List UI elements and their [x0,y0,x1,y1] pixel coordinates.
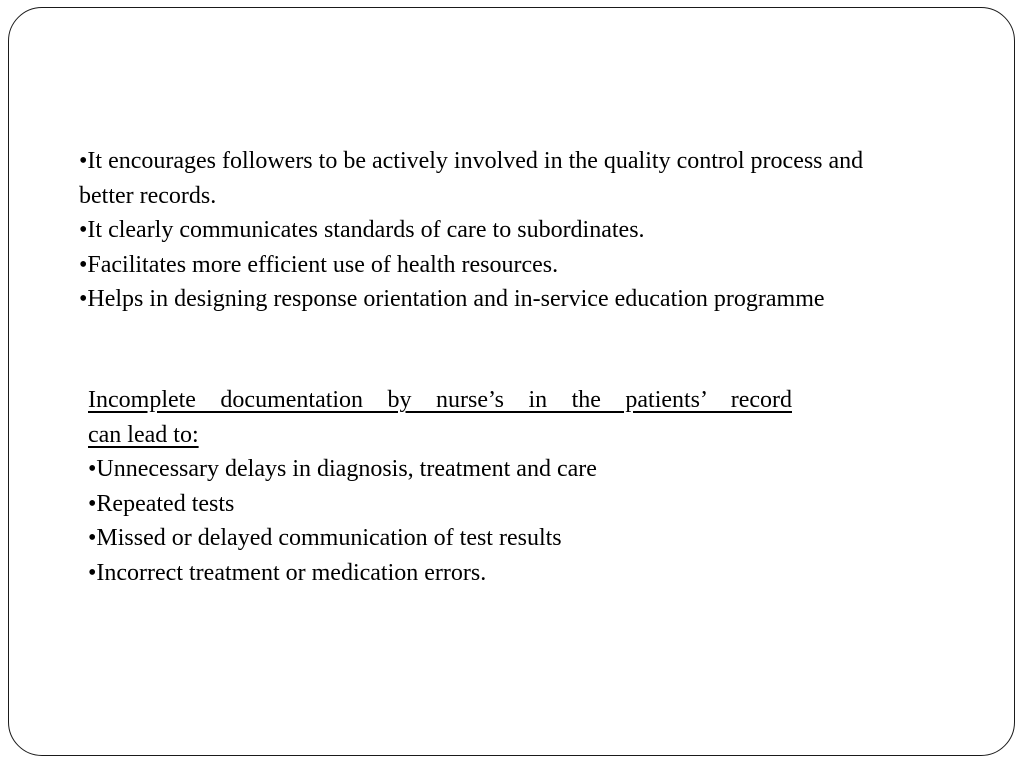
slide-frame [8,7,1015,756]
list-item: •Facilitates more efficient use of health resources. [79,251,559,278]
section-heading [88,383,792,452]
list-item: •Missed or delayed communication of test results [88,525,562,551]
list-item: •Unnecessary delays in diagnosis, treatment and care [88,456,597,482]
section-heading-line: Incomplete documentation by nurse’s in the patients’ record [88,387,792,413]
list-item: •It encourages followers to be actively involved in the quality control process and better records. [79,148,864,209]
list-item: •Repeated tests [88,490,235,517]
consequences-section [88,383,798,590]
benefits-list [79,144,879,317]
list-item: •It clearly communicates standards of care to subordinates. [79,217,645,243]
section-heading-line: can lead to: [88,421,199,448]
list-item: •Incorrect treatment or medication errors. [88,559,487,586]
list-item: •Helps in designing response orientation and in-service education programme [79,286,825,312]
